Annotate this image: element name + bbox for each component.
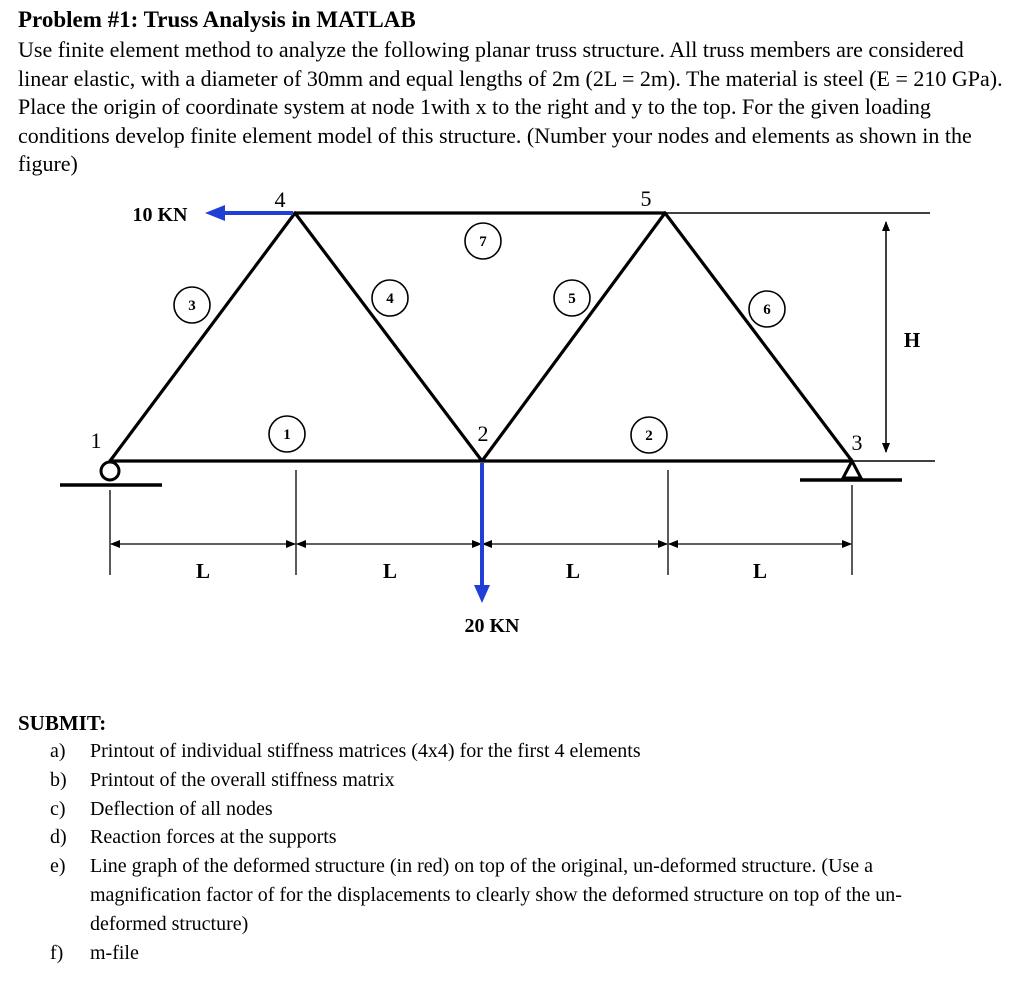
load-20kn (465, 463, 521, 637)
submit-item-text: Printout of the overall stiffness matrix (90, 768, 395, 791)
span-label-3: L (565, 559, 581, 583)
submit-item (50, 766, 960, 795)
member-6 (665, 213, 852, 461)
load-arrow-head (205, 205, 225, 221)
height-label: H (903, 328, 921, 352)
element-circle-3 (174, 287, 210, 323)
submit-item (50, 823, 960, 852)
submit-item (50, 939, 960, 968)
node-label-2: 2 (477, 421, 489, 446)
node-label-3: 3 (851, 430, 863, 455)
element-circle-2 (631, 417, 667, 453)
element-label-6: 6 (763, 302, 771, 318)
submit-item-label: d) (50, 826, 67, 849)
element-label-7: 7 (479, 234, 487, 250)
submit-heading: SUBMIT: (18, 711, 107, 735)
submit-item-label: b) (50, 768, 67, 791)
element-label-5: 5 (568, 291, 576, 307)
roller-circle (101, 462, 119, 480)
element-circle-5 (554, 280, 590, 316)
submit-item-label: e) (50, 855, 66, 878)
element-label-4: 4 (386, 291, 394, 307)
member-4 (295, 213, 482, 461)
submit-item (50, 852, 960, 938)
element-label-1: 1 (283, 427, 291, 443)
submit-item (50, 795, 960, 824)
node-label-4: 4 (274, 187, 286, 212)
load-label-top: 10 KN (132, 204, 188, 226)
element-circle-4 (372, 280, 408, 316)
problem-description: Use finite element method to analyze the following planar truss structure. All truss members are considered linear elastic, with a diameter of 30mm and equal lengths of 2m (2L = 2m). The material is steel (E = 210 GPa). Place the origin of coordinate system at node 1with x to the right and y to the top. For the given loading conditions develop finite element model of this structure. (Number your nodes and elements as shown in the figure) (18, 37, 1003, 177)
member-3 (110, 213, 295, 461)
node-label-1: 1 (90, 428, 102, 453)
span-label-4: L (752, 559, 768, 583)
element-circle-6 (749, 291, 785, 327)
node-label-5: 5 (640, 186, 652, 211)
pin-support-node-3 (800, 461, 902, 480)
submit-item-text: Line graph of the deformed structure (in red) on top of the original, un-deformed structure. (Use a magnification factor of for the displacements to clearly show the deformed structure on top of the un-deformed structure) (90, 855, 902, 935)
submit-item-label: c) (50, 797, 66, 820)
submit-item-label: f) (50, 941, 64, 964)
load-label-bottom: 20 KN (464, 615, 520, 637)
problem-title: Problem #1: Truss Analysis in MATLAB (18, 7, 416, 32)
submit-item-text: Printout of individual stiffness matrices (4x4) for the first 4 elements (90, 740, 641, 762)
element-circle-7 (465, 223, 501, 259)
element-label-2: 2 (645, 428, 653, 444)
element-label-3: 3 (188, 298, 196, 314)
submit-item-text: Reaction forces at the supports (90, 826, 337, 849)
element-circle-1 (269, 416, 305, 452)
submit-item-text: Deflection of all nodes (90, 797, 273, 820)
span-label-2: L (382, 559, 398, 583)
pin-support-node-1 (60, 462, 162, 485)
load-10kn (133, 204, 294, 226)
submit-item (50, 737, 960, 766)
span-label-1: L (195, 559, 211, 583)
support-triangle (843, 461, 861, 478)
load-arrow-head (474, 585, 490, 603)
truss-figure (0, 180, 1024, 650)
submit-list (50, 737, 960, 967)
submit-item-text: m-file (90, 941, 139, 964)
submit-item-label: a) (50, 740, 66, 762)
element-labels (174, 223, 785, 453)
